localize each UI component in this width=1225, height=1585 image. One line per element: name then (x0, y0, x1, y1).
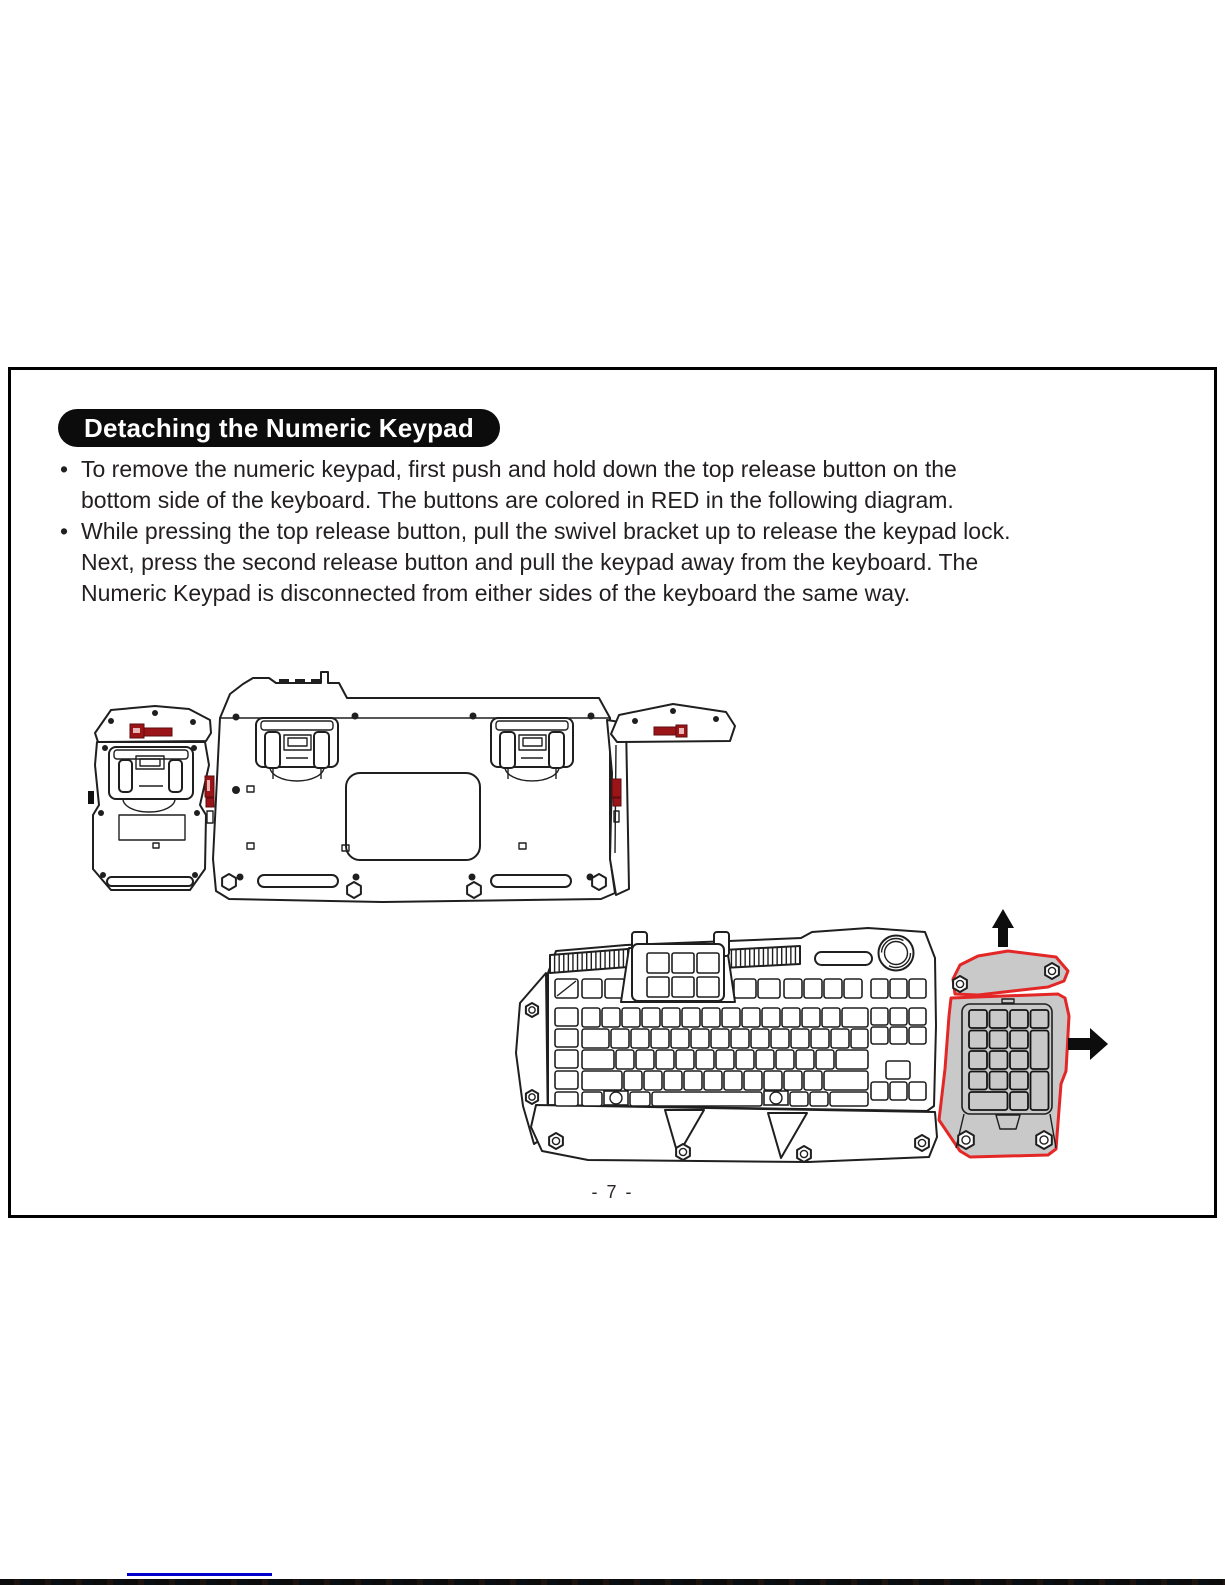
section-title: Detaching the Numeric Keypad (84, 413, 474, 443)
indicator-slot (815, 952, 872, 965)
palm-rest (531, 1105, 937, 1162)
bullet-2-text: While pressing the top release button, pull the swivel bracket up to release the keypad lock. Next, press the second release button and pull the keypad away from the keyboard. The Numeric Keypad is disconnected from either sides of the keyboard the same way. (81, 518, 1011, 606)
second-release-button-left (205, 776, 214, 823)
bottom-label-panel (346, 773, 480, 860)
left-keypad-module-bottom (88, 706, 214, 890)
instruction-bullet-2 (60, 516, 1180, 609)
keyboard-bottom-view-diagram (83, 653, 743, 908)
rubber-foot (258, 875, 338, 887)
instruction-bullet-1 (60, 454, 1180, 516)
rubber-foot (491, 875, 571, 887)
right-wing-bottom (607, 704, 735, 895)
bullet-1-text: To remove the numeric keypad, first push and hold down the top release button on the bottom side of the keyboard. The buttons are colored in RED in the following diagram. (81, 456, 957, 513)
right-arrow-icon (1068, 1028, 1108, 1060)
keyboard-top-view-diagram (508, 901, 1113, 1171)
up-arrow-icon (992, 909, 1014, 947)
section-title-pill (58, 409, 500, 447)
bullet-marker: • (60, 518, 69, 544)
scan-artifact-strip (0, 1579, 1225, 1585)
page-number: - 7 - (591, 1182, 634, 1202)
volume-knob (879, 936, 914, 971)
top-release-button-right (654, 725, 687, 737)
swivel-bracket-highlighted (953, 951, 1068, 995)
content-border-box (8, 367, 1217, 1218)
numeric-keypad-highlighted (939, 994, 1069, 1157)
module-foot (107, 877, 193, 886)
keyboard-bottom-main-body (213, 672, 615, 902)
bullet-marker: • (60, 456, 69, 482)
instructions (60, 454, 1180, 609)
footer-link-underline[interactable] (127, 1573, 272, 1576)
